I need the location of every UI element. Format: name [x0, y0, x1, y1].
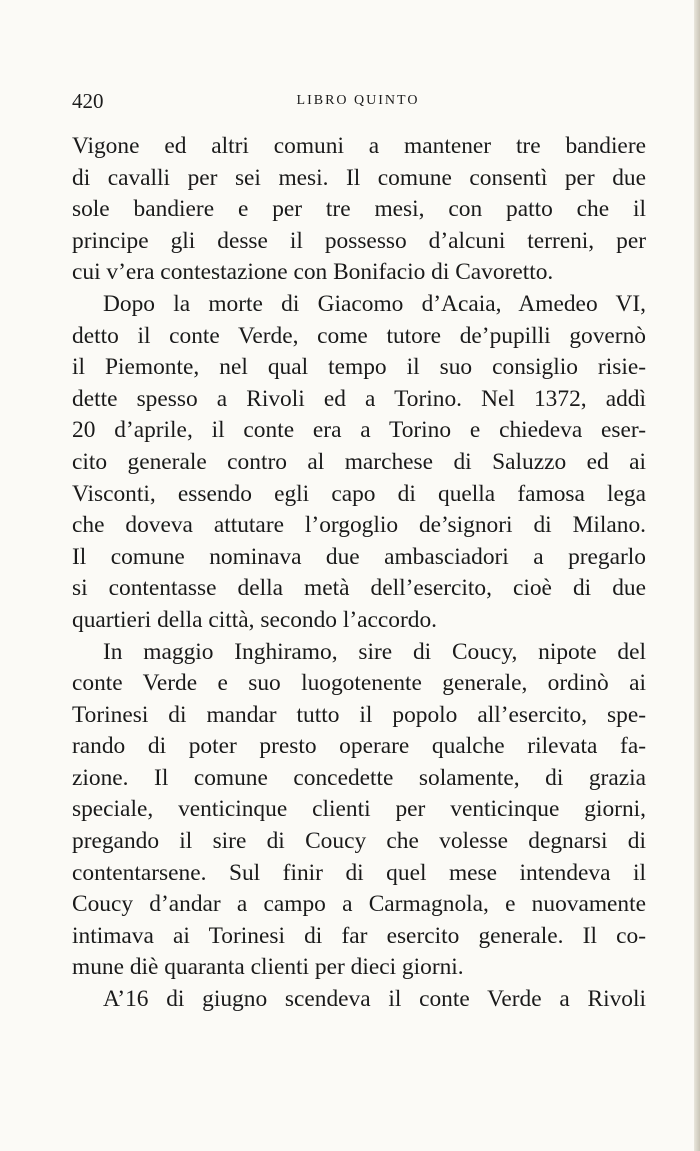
text-line: cui v’era contestazione con Bonifacio di Cavoretto. [72, 259, 554, 286]
text-line: dette spesso a Rivoli ed a Torino. Nel 1372, addì [72, 385, 646, 412]
text-line: contentarsene. Sul finir di quel mese intendeva il [72, 859, 646, 886]
text-line: mune diè quaranta clienti per dieci giorni. [72, 954, 464, 981]
text-line: In maggio Inghiramo, sire di Coucy, nipote del [103, 638, 646, 665]
text-line: pregando il sire di Coucy che volesse degnarsi di [72, 828, 646, 855]
text-line: Visconti, essendo egli capo di quella famosa lega [72, 480, 646, 507]
page-edge [694, 0, 700, 1151]
text-line: si contentasse della metà dell’esercito, cioè di due [72, 575, 646, 602]
text-line: intimava ai Torinesi di far esercito generale. Il co- [72, 922, 646, 949]
running-head [72, 88, 644, 114]
text-line: Dopo la morte di Giacomo d’Acaia, Amedeo VI, [103, 290, 646, 317]
text-line: Vigone ed altri comuni a mantener tre bandiere [72, 133, 646, 159]
text-line: quartieri della città, secondo l’accordo. [72, 606, 437, 633]
text-line: rando di poter presto operare qualche rilevata fa- [72, 733, 646, 760]
text-line: principe gli desse il possesso d’alcuni terreni, per [72, 227, 646, 254]
body-text [72, 131, 646, 1016]
text-line: A’16 di giugno scendeva il conte Verde a Rivoli [103, 986, 646, 1013]
text-line: speciale, venticinque clienti per venticinque giorni, [72, 796, 646, 823]
text-line: conte Verde e suo luogotenente generale, ordinò ai [72, 670, 646, 697]
text-line: Torinesi di mandar tutto il popolo all’esercito, spe- [72, 701, 646, 728]
text-line: detto il conte Verde, come tutore de’pupilli governò [72, 322, 646, 349]
text-line: Il comune nominava due ambasciadori a pregarlo [72, 543, 646, 570]
text-line: zione. Il comune concedette solamente, di grazia [72, 764, 646, 791]
text-line: il Piemonte, nel qual tempo il suo consiglio risie- [72, 354, 646, 381]
text-line: di cavalli per sei mesi. Il comune consentì per due [72, 164, 646, 191]
page-number: 420 [72, 89, 104, 113]
text-line: 20 d’aprile, il conte era a Torino e chiedeva eser- [72, 417, 646, 444]
text-line: Coucy d’andar a campo a Carmagnola, e nuovamente [72, 891, 646, 918]
text-line: sole bandiere e per tre mesi, con patto che il [72, 196, 646, 223]
text-line: cito generale contro al marchese di Saluzzo ed ai [72, 448, 646, 475]
running-title: LIBRO QUINTO [296, 93, 420, 108]
text-line: che doveva attutare l’orgoglio de’signori di Milano. [72, 512, 646, 539]
